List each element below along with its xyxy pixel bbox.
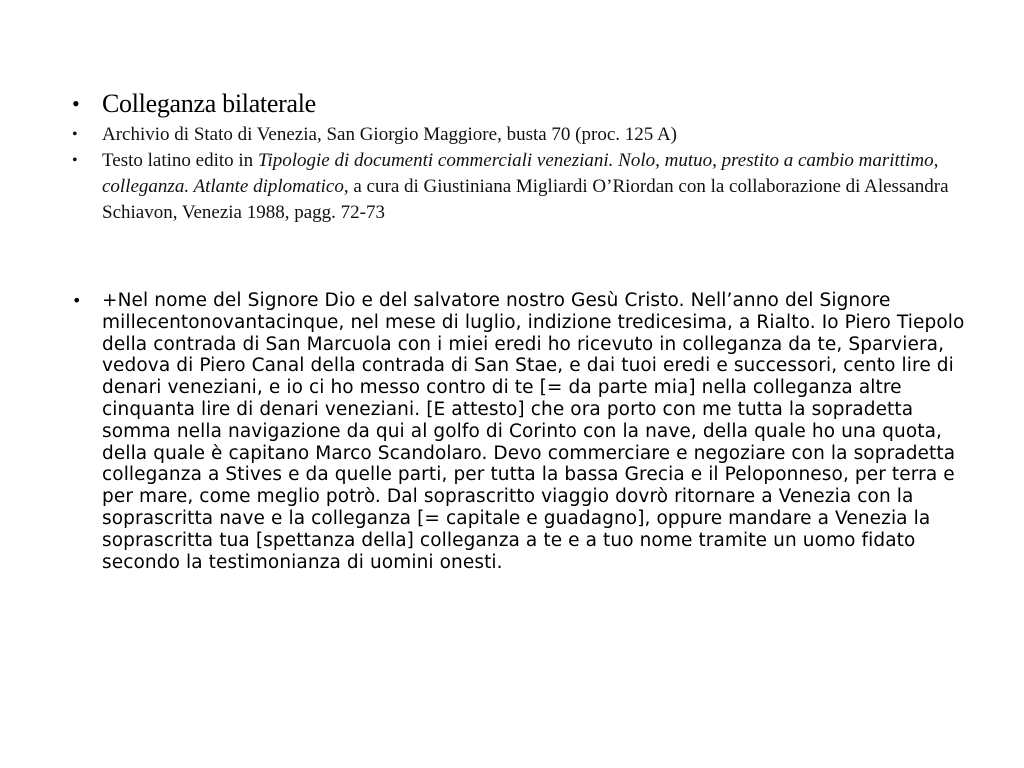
bullet-translation: [72, 290, 972, 573]
edition-suffix: a cura di Giustiniana Migliardi O’Riordan con la collaborazione di Alessandra Schiavon, Venezia 1988, pagg. 72-73: [102, 176, 949, 223]
translation-bullet-list: [72, 290, 972, 573]
bullet-archive: [72, 122, 952, 148]
title-text: Colleganza bilaterale: [102, 89, 316, 118]
bullet-dot-icon: •: [72, 291, 82, 310]
top-bullet-list: [72, 86, 952, 226]
edition-title: Tipologie di documenti commerciali veneziani. Nolo, mutuo, prestito a cambio marittimo, colleganza. Atlante diplomatico,: [102, 150, 939, 197]
archive-text: Archivio di Stato di Venezia, San Giorgio Maggiore, busta 70 (proc. 125 A): [102, 124, 678, 145]
translation-text: +Nel nome del Signore Dio e del salvatore nostro Gesù Cristo. Nell’anno del Signore millecentonovantacinque, nel mese di luglio, indizione tredicesima, a Rialto. Io Piero Tiepolo della contrada di San Marcuola con i miei eredi ho ricevuto in colleganza da te, Sparviera, vedova di Piero Canal della contrada di San Stae, e dai tuoi eredi e successori, cento lire di denari veneziani, e io ci ho messo contro di te [= da parte mia] nella colleganza altre cinquanta lire di denari veneziani. [E attesto] che ora porto con me tutta la sopradetta somma nella navigazione da qui al golfo di Corinto con la nave, della quale ho una quota, della quale è capitano Marco Scandolaro. Devo commerciare e negoziare con la sopradetta colleganza a Stives e da quelle parti, per tutta la bassa Grecia e il Peloponneso, per terra e per mare, come meglio potrò. Dal soprascritto viaggio dovrò ritornare a Venezia con la soprascritta nave e la colleganza [= capitale e guadagno], oppure mandare a Venezia la soprascritta tua [spettanza della] colleganza a te e a tuo nome tramite un uomo fidato secondo la testimonianza di uomini onesti.: [102, 290, 965, 573]
bullet-dot-icon: •: [72, 126, 78, 143]
bullet-edition: [72, 148, 952, 226]
bullet-title: [72, 86, 952, 122]
bullet-dot-icon: •: [72, 152, 78, 169]
bullet-dot-icon: •: [72, 91, 80, 116]
edition-prefix: Testo latino edito in: [102, 150, 258, 171]
